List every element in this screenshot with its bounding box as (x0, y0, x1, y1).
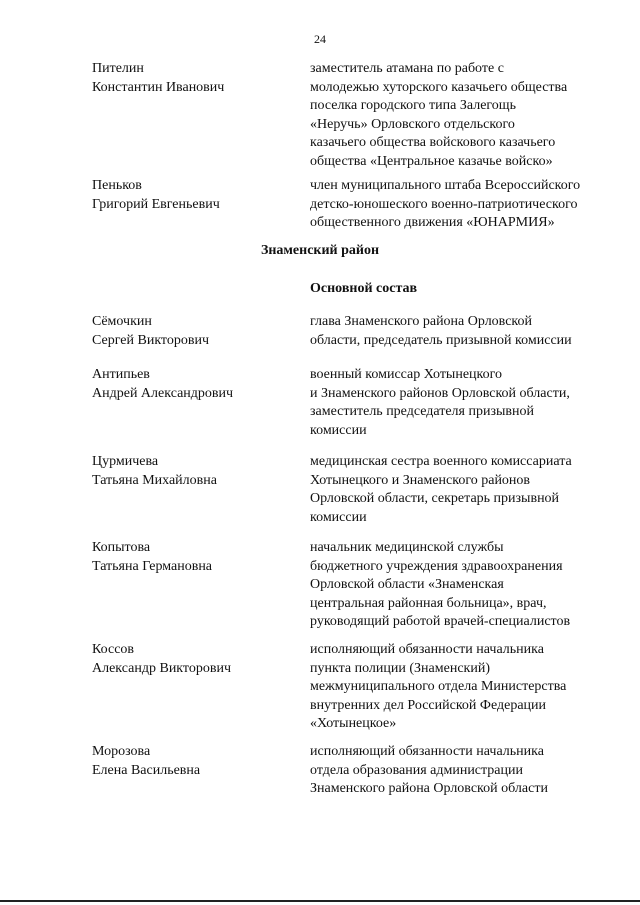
member-role: исполняющий обязанности начальника пункта полиции (Знаменский) межмуниципального отдела Министерства внутренних дел Российской Федерации «Хотынецкое» (310, 642, 567, 731)
member-role: медицинская сестра военного комиссариата Хотынецкого и Знаменского районов Орловской области, секретарь призывной комиссии (310, 454, 572, 525)
member-name: Пеньков Григорий Евгеньевич (92, 178, 220, 212)
member-role: член муниципального штаба Всероссийского детско-юношеского военно-патриотического общественного движения «ЮНАРМИЯ» (310, 178, 581, 230)
member-role: глава Знаменского района Орловской области, председатель призывной комиссии (310, 314, 572, 348)
member-name: Копытова Татьяна Германовна (92, 540, 213, 574)
member-name: Пителин Константин Иванович (92, 61, 225, 95)
page-number: 24 (314, 32, 326, 46)
member-name: Цурмичева Татьяна Михайловна (92, 454, 217, 488)
member-role: начальник медицинской службы бюджетного учреждения здравоохранения Орловской области «Знаменская центральная районная больница», врач, руководящий работой врачей-специалистов (310, 540, 571, 629)
member-name: Коссов Александр Викторович (92, 642, 232, 676)
member-name: Сёмочкин Сергей Викторович (92, 314, 210, 348)
member-role: заместитель атамана по работе с молодежью хуторского казачьего общества поселка городского типа Залегощь «Неручь» Орловского отдельского казачьего общества войскового казачьего общества «Центральное казачье войско» (310, 61, 568, 169)
district-heading: Знаменский район (260, 243, 380, 258)
member-role: военный комиссар Хотынецкого и Знаменского районов Орловской области, заместитель председателя призывной комиссии (310, 367, 570, 438)
member-name: Антипьев Андрей Александрович (92, 367, 234, 401)
member-name: Морозова Елена Васильевна (92, 744, 201, 778)
member-role: исполняющий обязанности начальника отдела образования администрации Знаменского района Орловской области (310, 744, 548, 796)
page-bottom-rule (0, 900, 640, 902)
composition-heading: Основной состав (310, 281, 418, 296)
